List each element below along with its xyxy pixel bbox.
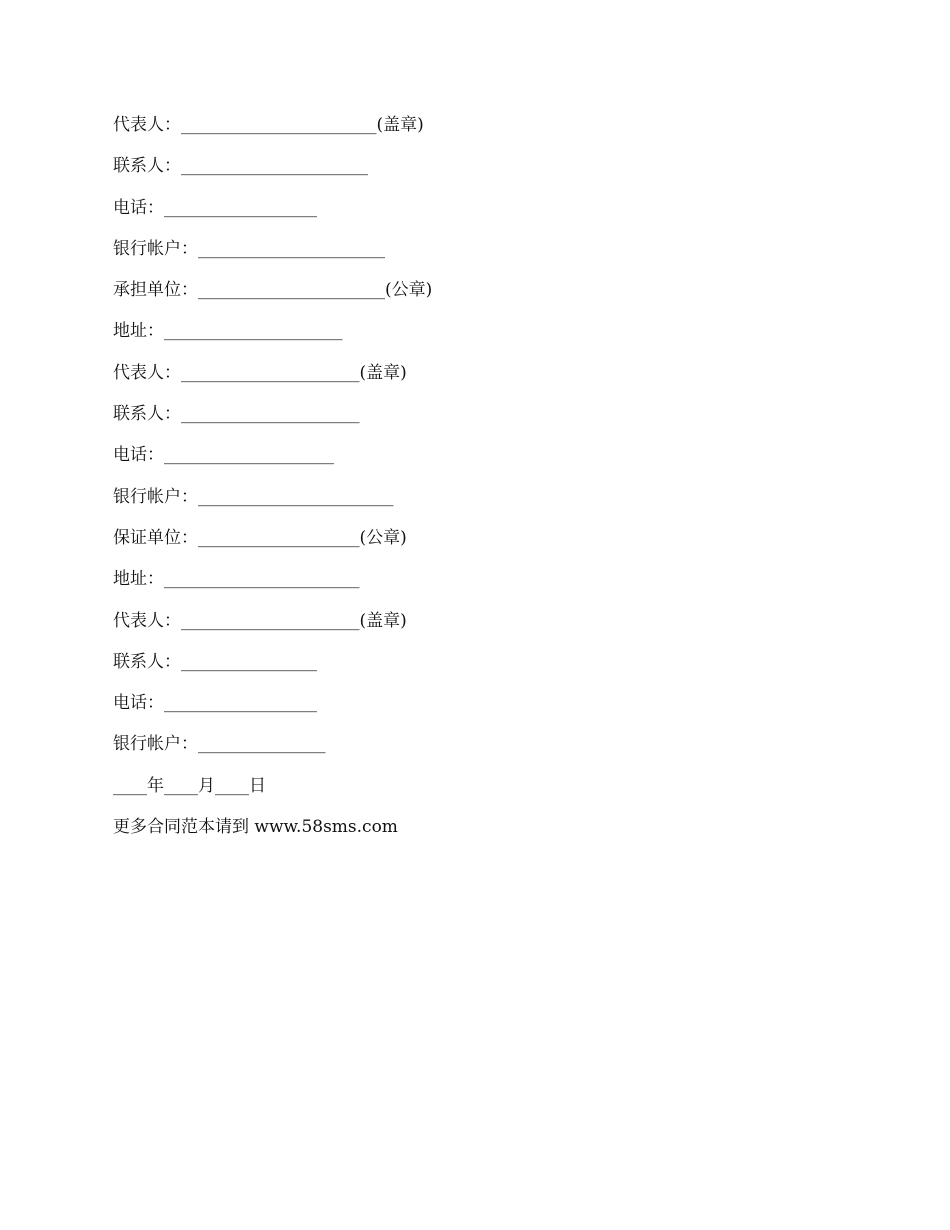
field-label: 地址：: [113, 569, 164, 590]
field-label: 保证单位：: [113, 527, 198, 548]
signature-blank: _____________________: [181, 362, 360, 383]
field-label: 银行帐户：: [113, 486, 198, 507]
signature-blank: ______________________: [198, 238, 385, 259]
address-line-1: [113, 318, 833, 359]
bank-account-line-2: [113, 484, 833, 525]
field-label: 地址：: [113, 321, 164, 342]
field-label: 联系人：: [113, 156, 181, 177]
seal-note: (盖章): [359, 362, 407, 383]
contact-line-3: [113, 649, 833, 690]
field-label: 银行帐户：: [113, 734, 198, 755]
phone-line-3: [113, 690, 833, 731]
signature-blank: __________________: [164, 197, 317, 218]
signature-blank: _____________________: [164, 321, 343, 342]
signature-blank: _______________________: [181, 115, 377, 135]
signature-blank: ________________: [181, 651, 317, 672]
representative-line-1: [113, 112, 833, 153]
signature-blank: _______________________: [164, 569, 360, 590]
field-label: 电话：: [113, 445, 164, 466]
signature-blank: ___________________: [198, 527, 360, 548]
field-label: 联系人：: [113, 404, 181, 425]
representative-line-2: [113, 360, 833, 401]
footer-note: [113, 814, 833, 855]
month-label: 月: [198, 775, 215, 796]
seal-note: (公章): [359, 527, 407, 548]
signature-blank: _____________________: [181, 610, 360, 631]
phone-line-1: [113, 195, 833, 236]
field-label: 电话：: [113, 693, 164, 714]
signature-blank: ____________________: [164, 445, 334, 466]
field-label: 代表人：: [113, 610, 181, 631]
signature-blank: _______________________: [198, 486, 394, 507]
signature-blank: _____________________: [181, 404, 360, 425]
contact-line-1: [113, 153, 833, 194]
field-label: 代表人：: [113, 115, 181, 135]
representative-line-3: [113, 608, 833, 649]
signature-blank: ______________________: [181, 156, 368, 177]
field-label: 电话：: [113, 197, 164, 218]
field-label: 代表人：: [113, 362, 181, 383]
month-blank: ____: [164, 775, 198, 796]
day-label: 日: [249, 775, 266, 796]
address-line-2: [113, 566, 833, 607]
undertaking-unit-line: [113, 277, 833, 318]
seal-note: (公章): [385, 280, 433, 301]
bank-account-line-1: [113, 236, 833, 277]
seal-note: (盖章): [376, 115, 424, 135]
signature-blank: _______________: [198, 734, 326, 755]
phone-line-2: [113, 442, 833, 483]
day-blank: ____: [215, 775, 249, 796]
year-blank: ____: [113, 775, 147, 796]
signature-block: [113, 112, 833, 855]
date-line: [113, 773, 833, 814]
signature-blank: __________________: [164, 693, 317, 714]
field-label: 承担单位：: [113, 280, 198, 301]
signature-blank: ______________________: [198, 280, 385, 301]
contact-line-2: [113, 401, 833, 442]
field-label: 银行帐户：: [113, 238, 198, 259]
year-label: 年: [147, 775, 164, 796]
guarantee-unit-line: [113, 525, 833, 566]
bank-account-line-3: [113, 731, 833, 772]
field-label: 联系人：: [113, 651, 181, 672]
footer-text: 更多合同范本请到 www.58sms.com: [113, 817, 398, 838]
seal-note: (盖章): [359, 610, 407, 631]
